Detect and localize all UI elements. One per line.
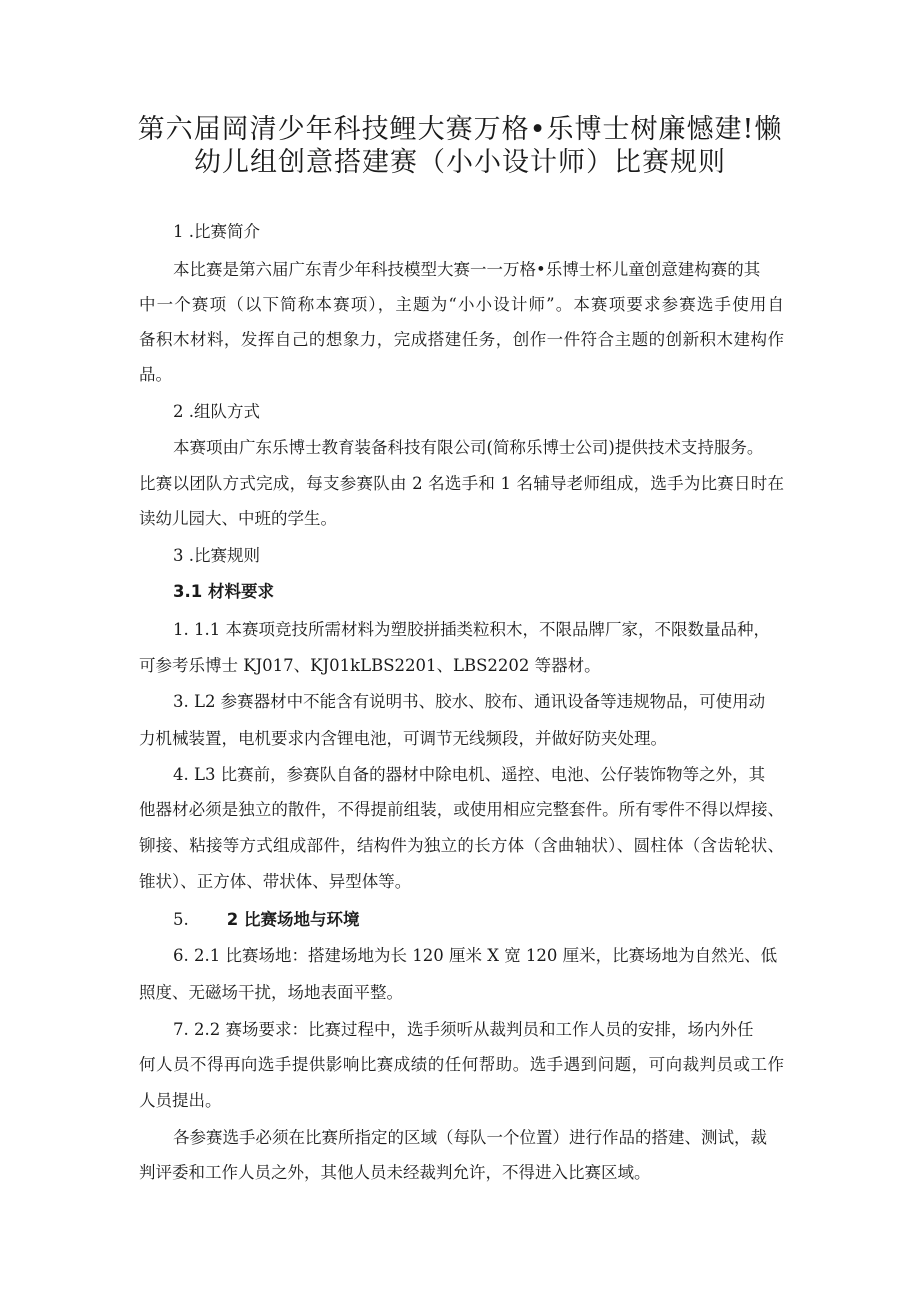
subsection-heading: 3.1 材料要求 <box>173 582 274 601</box>
paragraph-line: 可参考乐博士 KJ017、KJ01kLBS2201、LBS2202 等器材。 <box>139 656 601 675</box>
paragraph-line: 品。 <box>139 365 172 384</box>
paragraph-line: 中一个赛项（以下简称本赛项），主题为“小小设计师”。本赛项要求参赛选手使用自 <box>139 295 784 314</box>
paragraph-line: 判评委和工作人员之外，其他人员未经裁判允许，不得进入比赛区域。 <box>139 1163 651 1182</box>
subsection-title: 2 比赛场地与环境 <box>226 910 360 929</box>
paragraph-line: 1. 1.1 本赛项竞技所需材料为塑胶拼插类粒积木，不限品牌厂家，不限数量品种， <box>173 620 770 639</box>
subsection-heading <box>173 910 359 930</box>
paragraph-line: 人员提出。 <box>139 1091 222 1110</box>
doc-title-line2: 幼儿组创意搭建赛（小小设计师）比赛规则 <box>194 147 726 178</box>
section-heading: 3 .比赛规则 <box>173 546 260 565</box>
doc-title-line1: 第六届岡清少年科技鲤大赛万格•乐博士树廉憾建!懒 <box>137 114 783 145</box>
paragraph-line: 比赛以团队方式完成，每支参赛队由 2 名选手和 1 名辅导老师组成，选手为比赛日时在 <box>139 474 784 493</box>
paragraph-line: 他器材必须是独立的散件，不得提前组装，或使用相应完整套件。所有零件不得以焊接、 <box>139 800 784 819</box>
paragraph-line: 本赛项由广东乐博士教育装备科技有限公司(简称乐博士公司)提供技术支持服务。 <box>173 438 764 457</box>
paragraph-line: 锥状）、正方体、带状体、异型体等。 <box>139 872 412 891</box>
paragraph-line: 力机械装置，电机要求内含锂电池，可调节无线频段，并做好防夹处理。 <box>139 729 667 748</box>
paragraph-line: 照度、无磁场干扰，场地表面平整。 <box>139 983 403 1002</box>
paragraph-line: 7. 2.2 赛场要求：比赛过程中，选手须听从裁判员和工作人员的安排，场内外任 <box>173 1020 754 1039</box>
section-heading: 2 .组队方式 <box>173 402 260 421</box>
paragraph-line: 3. L2 参赛器材中不能含有说明书、胶水、胶布、通讯设备等违规物品，可使用动 <box>173 692 766 711</box>
paragraph-line: 本比赛是第六届广东青少年科技模型大赛一一万格•乐博士杯儿童创意建构赛的其 <box>173 260 761 279</box>
paragraph-line: 读幼儿园大、中班的学生。 <box>139 509 337 528</box>
subsection-number: 5. <box>173 910 189 929</box>
paragraph-line: 4. L3 比赛前，参赛队自备的器材中除电机、遥控、电池、公仔装饰物等之外，其 <box>173 765 766 784</box>
paragraph-line: 各参赛选手必须在比赛所指定的区域（每队一个位置）进行作品的搭建、测试，裁 <box>173 1128 767 1147</box>
section-heading: 1 .比赛简介 <box>173 222 260 241</box>
paragraph-line: 何人员不得再向选手提供影响比赛成绩的任何帮助。选手遇到问题，可向裁判员或工作 <box>139 1055 784 1074</box>
paragraph-line: 6. 2.1 比赛场地：搭建场地为长 120 厘米 X 宽 120 厘米，比赛场地为自然光、低 <box>173 946 778 965</box>
paragraph-line: 备积木材料，发挥自己的想象力，完成搭建任务，创作一件符合主题的创新积木建构作 <box>139 330 784 349</box>
paragraph-line: 铆接、粘接等方式组成部件，结构件为独立的长方体（含曲轴状）、圆柱体（含齿轮状、 <box>139 836 784 855</box>
